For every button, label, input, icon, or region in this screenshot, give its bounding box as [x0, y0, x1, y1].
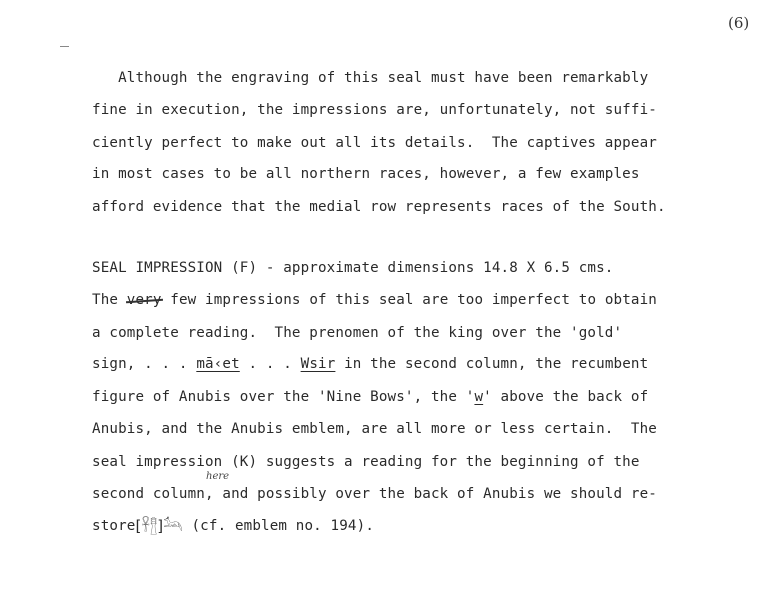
- paragraph-2-line-3: [92, 354, 648, 374]
- paragraph-1-line-4: in most cases to be all northern races, however, a few examples: [92, 166, 640, 182]
- text-segment: The: [92, 292, 127, 308]
- margin-mark: [60, 46, 69, 47]
- paragraph-2-line-4: [92, 387, 648, 407]
- transliteration-wsir: Wsir: [300, 356, 336, 372]
- text-segment: ' above the back of: [483, 389, 649, 405]
- text-segment: . . .: [239, 356, 301, 372]
- paragraph-1-line-3: ciently perfect to make out all its details. The captives appear: [92, 135, 657, 151]
- paragraph-1-line-2: fine in execution, the impressions are, unfortunately, not suffi-: [92, 102, 657, 118]
- text-segment: in the second column, the recumbent: [335, 356, 649, 372]
- transliteration-w: w: [474, 389, 484, 405]
- seal-impression-heading: SEAL IMPRESSION (F) - approximate dimensions 14.8 X 6.5 cms.: [92, 260, 614, 276]
- paragraph-1-line-5: afford evidence that the medial row represents races of the South.: [92, 199, 666, 215]
- handwritten-insertion: here: [206, 471, 230, 482]
- paragraph-1-line-1: Although the engraving of this seal must have been remarkably: [92, 70, 649, 86]
- hieroglyph-group: [𓋹𓊽]𓃢: [135, 517, 183, 535]
- text-segment: figure of Anubis over the 'Nine Bows', the ': [92, 389, 475, 405]
- text-segment: sign, . . .: [92, 356, 197, 372]
- paragraph-2-line-1: [92, 290, 657, 310]
- text-segment: store: [92, 518, 136, 534]
- text-segment: (cf. emblem no. 194).: [182, 518, 375, 534]
- paragraph-2-line-5: Anubis, and the Anubis emblem, are all more or less certain. The: [92, 421, 657, 437]
- text-segment: few impressions of this seal are too imperfect to obtain: [161, 292, 657, 308]
- struck-word: very: [126, 292, 162, 308]
- paragraph-2-line-8: [92, 516, 374, 536]
- page-number: (6): [728, 14, 750, 32]
- paragraph-2-line-6: seal impression (K) suggests a reading for the beginning of the: [92, 454, 640, 470]
- paragraph-2-line-7: second column, and possibly over the back of Anubis we should re-: [92, 486, 657, 502]
- paragraph-2-line-2: a complete reading. The prenomen of the king over the 'gold': [92, 325, 623, 341]
- transliteration-maet: mā‹et: [196, 356, 240, 372]
